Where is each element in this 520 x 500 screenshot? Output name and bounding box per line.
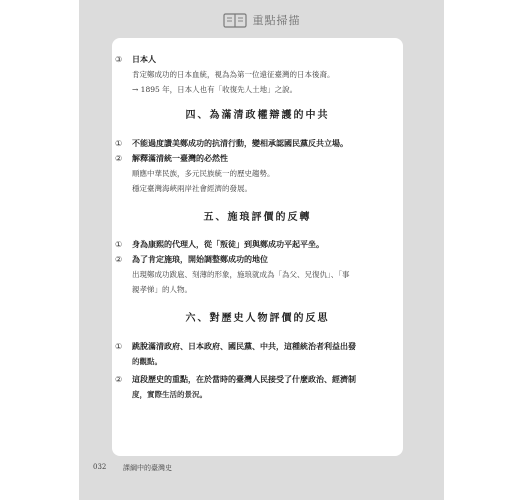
item-title: 身為康熙的代理人，從「叛徒」到與鄭成功平起平坐。	[132, 239, 324, 249]
page-footer	[79, 463, 444, 477]
list-item	[112, 372, 403, 387]
item-title: 解釋滿清統一臺灣的必然性	[132, 153, 228, 163]
page-number: 032	[93, 463, 107, 471]
item-number: ③	[115, 55, 123, 64]
content-card	[112, 38, 403, 456]
list-item	[112, 252, 403, 267]
item-number: ②	[115, 154, 123, 163]
item-detail: 順應中華民族，多元民族統一的歷史趨勢。	[132, 169, 275, 178]
section-5-list	[112, 237, 403, 297]
item-number: ①	[115, 240, 123, 249]
item-title: 日本人	[132, 54, 156, 64]
item-title: 不能過度讚美鄭成功的抗清行動，變相承認國民黨反共立場。	[132, 138, 348, 148]
item-detail: 穩定臺灣海峽兩岸社會經濟的發展。	[132, 184, 252, 193]
book-title: 課綱中的臺灣史	[123, 464, 172, 472]
list-item	[112, 237, 403, 252]
section-header	[79, 8, 444, 32]
header-title: 重點掃描	[252, 14, 301, 27]
item-title: 跳脫滿清政府、日本政府、國民黨、中共，這種統治者利益出發	[132, 341, 356, 351]
list-item	[112, 151, 403, 166]
item-number: ①	[115, 342, 123, 351]
list-item	[112, 339, 403, 354]
item-title: 為了肯定施琅，開始調整鄭成功的地位	[132, 254, 268, 264]
item-title-continued: 的觀點。	[132, 357, 162, 366]
section-heading: 六、對歷史人物評價的反思	[185, 313, 330, 324]
list-item	[112, 52, 403, 67]
list-item	[112, 136, 403, 151]
item-number: ②	[115, 255, 123, 264]
item-japanese	[112, 52, 403, 97]
section-heading: 四、為滿清政權辯護的中共	[185, 110, 330, 121]
item-detail: 出現鄭成功跋扈、刻薄的形象，施琅就成為「為父、兄復仇」、「事	[132, 270, 350, 279]
section-heading: 五、施琅評價的反轉	[203, 212, 312, 223]
section-6-list	[112, 339, 403, 402]
item-detail: → 1895 年，日本人也有「收復先人土地」之說。	[132, 85, 298, 94]
item-number: ①	[115, 139, 123, 148]
item-detail: 親孝悌」的人物。	[132, 285, 192, 294]
open-book-icon	[223, 12, 247, 28]
item-number: ②	[115, 375, 123, 384]
section-4-list	[112, 136, 403, 196]
item-detail: 肯定鄭成功的日本血統，視為為第一位遠征臺灣的日本後裔。	[132, 70, 335, 79]
item-title-continued: 度，實際生活的景況。	[132, 390, 207, 399]
item-title: 這段歷史的重點，在於當時的臺灣人民接受了什麼政治、經濟制	[132, 374, 356, 384]
